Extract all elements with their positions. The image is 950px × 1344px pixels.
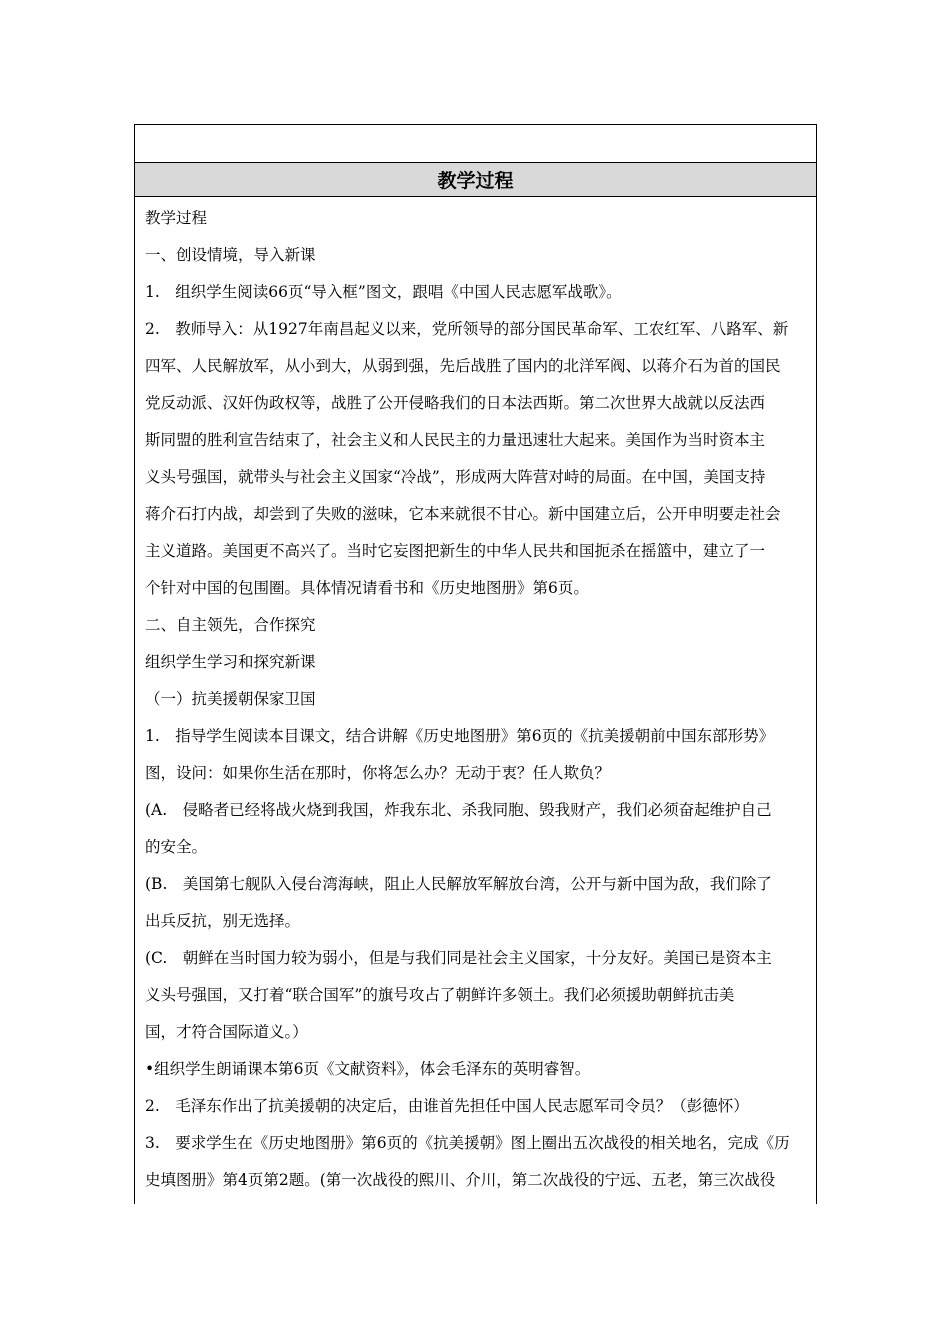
lesson-table: [134, 124, 817, 1204]
paragraph-line: 斯同盟的胜利宣告结束了，社会主义和人民民主的力量迅速壮大起来。美国作为当时资本主: [145, 431, 766, 449]
lesson-body: [135, 200, 816, 1199]
answer-block: [145, 866, 808, 940]
subsection-heading: （一）抗美援朝保家卫国: [145, 690, 316, 708]
bullet-paragraph: •组织学生朗诵课本第6页《文献资料》，体会毛泽东的英明睿智。: [145, 1060, 591, 1078]
paragraph-title: 教学过程: [145, 209, 208, 227]
answer-block: [145, 940, 808, 1051]
paragraph-block: [145, 718, 808, 792]
paragraph-line: (C. 朝鲜在当时国力较为弱小，但是与我们同是社会主义国家，十分友好。美国已是资本主: [145, 949, 772, 967]
paragraph-line: 出兵反抗，别无选择。: [145, 912, 301, 930]
paragraph-line: 义头号强国，又打着“联合国军”的旗号攻占了朝鲜许多领土。我们必须援助朝鲜抗击美: [145, 986, 735, 1004]
paragraph: 组织学生学习和探究新课: [145, 653, 316, 671]
section-heading: 二、自主领先，合作探究: [145, 616, 316, 634]
empty-top-row: [135, 125, 816, 163]
section-header-text: 教学过程: [437, 170, 514, 192]
paragraph-block: [145, 311, 808, 607]
paragraph-line: 主义道路。美国更不高兴了。当时它妄图把新生的中华人民共和国扼杀在摇篮中，建立了一: [145, 542, 766, 560]
paragraph-line: 史填图册》第4页第2题。(第一次战役的熙川、介川，第二次战役的宁远、五老，第三次战役: [145, 1171, 776, 1189]
paragraph-block: [145, 1125, 808, 1199]
answer-block: [145, 792, 808, 866]
paragraph-line: 3. 要求学生在《历史地图册》第6页的《抗美援朝》图上圈出五次战役的相关地名，完成《历: [145, 1134, 790, 1152]
paragraph-line: (B. 美国第七舰队入侵台湾海峡，阻止人民解放军解放台湾，公开与新中国为敌，我们除了: [145, 875, 772, 893]
paragraph-line: 国，才符合国际道义。）: [145, 1023, 308, 1041]
paragraph-line: 2. 教师导入：从1927年南昌起义以来，党所领导的部分国民革命军、工农红军、八路军、新: [145, 320, 789, 338]
paragraph-line: (A. 侵略者已经将战火烧到我国，炸我东北、杀我同胞、毁我财产，我们必须奋起维护自己: [145, 801, 772, 819]
paragraph-line: 党反动派、汉奸伪政权等，战胜了公开侵略我们的日本法西斯。第二次世界大战就以反法西: [145, 394, 766, 412]
paragraph-line: 蒋介石打内战，却尝到了失败的滋味，它本来就很不甘心。新中国建立后，公开申明要走社会: [145, 505, 781, 523]
paragraph-line: 图，设问：如果你生活在那时，你将怎么办？无动于衷？任人欺负？: [145, 764, 611, 782]
paragraph-line: 义头号强国，就带头与社会主义国家“冷战”，形成两大阵营对峙的局面。在中国，美国支持: [145, 468, 766, 486]
paragraph-line: 的安全。: [145, 838, 208, 856]
paragraph: 1. 组织学生阅读66页“导入框”图文，跟唱《中国人民志愿军战歌》。: [145, 283, 622, 301]
paragraph: 2. 毛泽东作出了抗美援朝的决定后，由谁首先担任中国人民志愿军司令员？（彭德怀）: [145, 1097, 749, 1115]
paragraph-line: 个针对中国的包围圈。具体情况请看书和《历史地图册》第6页。: [145, 579, 589, 597]
section-heading: 一、创设情境，导入新课: [145, 246, 316, 264]
paragraph-line: 1. 指导学生阅读本目课文，结合讲解《历史地图册》第6页的《抗美援朝前中国东部形势》: [145, 727, 775, 745]
paragraph-line: 四军、人民解放军，从小到大，从弱到强，先后战胜了国内的北洋军阀、以蒋介石为首的国民: [145, 357, 781, 375]
section-header: [135, 163, 816, 197]
